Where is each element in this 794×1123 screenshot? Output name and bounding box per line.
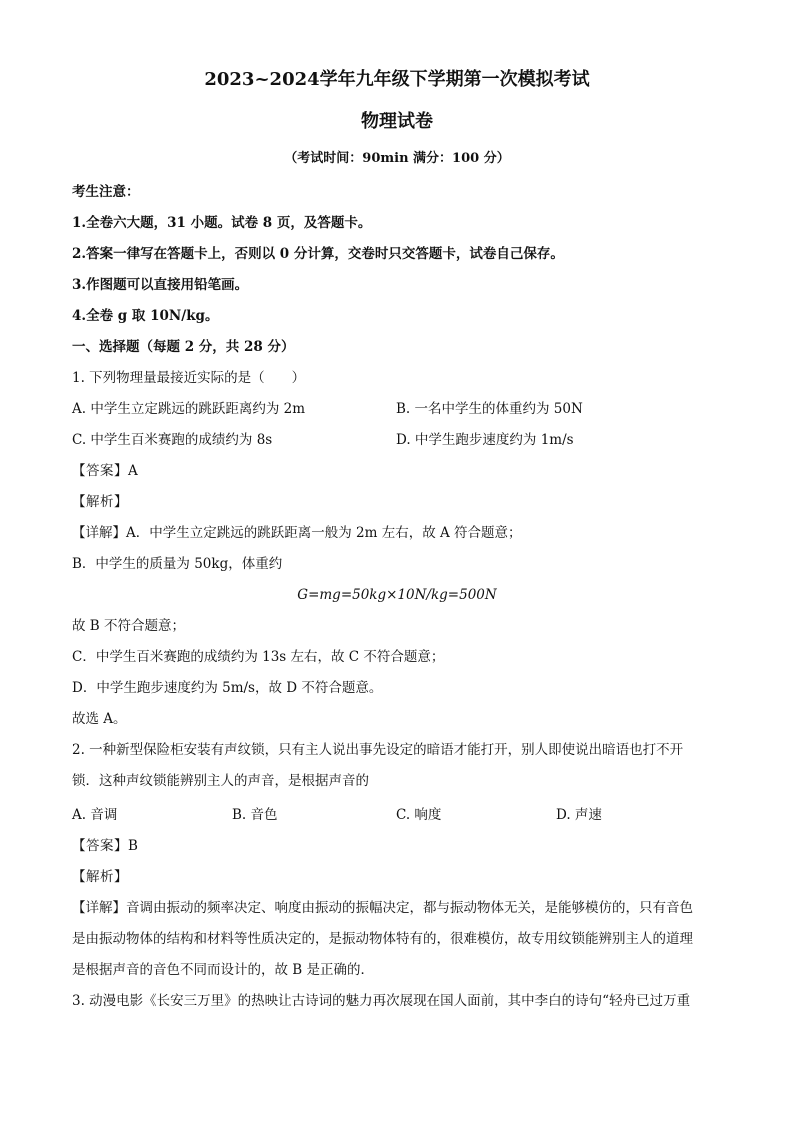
question-3-stem-line-1: 3. 动漫电影《长安三万里》的热映让古诗词的魅力再次展现在国人面前，其中李白的诗句“轻舟已过万重 bbox=[72, 993, 691, 1009]
question-2-stem-line-1: 2. 一种新型保险柜安装有声纹锁，只有主人说出事先设定的暗语才能打开，别人即使说出暗语也打不开 bbox=[72, 742, 684, 758]
question-2-detail-line: 【详解】音调由振动的频率决定、响度由振动的振幅决定，都与振动物体无关，是能够模仿的，只有音色 bbox=[72, 900, 693, 916]
question-1-conclusion: 故选 A。 bbox=[72, 711, 127, 727]
question-2-option-d: D. 声速 bbox=[556, 807, 602, 823]
question-1-detail-line: B．中学生的质量为 50kg，体重约 bbox=[72, 556, 283, 572]
question-1-formula: G=mg=50kg×10N/kg=500N bbox=[297, 587, 497, 603]
question-1-detail-line: D．中学生跑步速度约为 5m/s，故 D 不符合题意。 bbox=[72, 680, 383, 696]
notice-item-3: 3.作图题可以直接用铅笔画。 bbox=[72, 277, 249, 293]
question-1-option-b: B. 一名中学生的体重约为 50N bbox=[396, 401, 583, 417]
question-1-detail-line: 【详解】A．中学生立定跳远的跳跃距离一般为 2m 左右，故 A 符合题意； bbox=[72, 525, 522, 541]
question-1-option-d: D. 中学生跑步速度约为 1m/s bbox=[396, 432, 574, 448]
question-2-detail-line: 是由振动物体的结构和材料等性质决定的，是振动物体特有的，很难模仿，故专用纹锁能辨别主人的道理 bbox=[72, 931, 693, 947]
question-1-analysis-label: 【解析】 bbox=[72, 494, 128, 510]
question-2-detail-line: 是根据声音的音色不同而设计的，故 B 是正确的． bbox=[72, 962, 375, 978]
exam-title: 2023~2024学年九年级下学期第一次模拟考试 bbox=[204, 69, 590, 90]
question-1-option-a: A. 中学生立定跳远的跳跃距离约为 2m bbox=[72, 401, 306, 417]
notice-heading: 考生注意： bbox=[72, 184, 140, 200]
question-2-analysis-label: 【解析】 bbox=[72, 869, 128, 885]
exam-subject: 物理试卷 bbox=[361, 111, 433, 132]
notice-item-2: 2.答案一律写在答题卡上，否则以 0 分计算，交卷时只交答题卡，试卷自己保存。 bbox=[72, 246, 564, 262]
section-heading: 一、选择题（每题 2 分，共 28 分） bbox=[72, 339, 295, 355]
notice-item-1: 1.全卷六大题，31 小题。试卷 8 页，及答题卡。 bbox=[72, 215, 372, 231]
question-2-option-c: C. 响度 bbox=[396, 807, 442, 823]
question-1-answer: 【答案】A bbox=[72, 463, 139, 479]
question-1-detail-line: C．中学生百米赛跑的成绩约为 13s 左右，故 C 不符合题意； bbox=[72, 649, 445, 665]
notice-item-4: 4.全卷 g 取 10N/kg。 bbox=[72, 308, 219, 324]
question-1-detail-line: 故 B 不符合题意； bbox=[72, 618, 186, 634]
exam-info: （考试时间：90min 满分：100 分） bbox=[284, 151, 510, 166]
question-2-answer: 【答案】B bbox=[72, 838, 139, 854]
question-1-stem: 1. 下列物理量最接近实际的是（ ） bbox=[72, 370, 306, 386]
question-2-option-a: A. 音调 bbox=[72, 807, 118, 823]
question-2-option-b: B. 音色 bbox=[232, 807, 278, 823]
question-1-option-c: C. 中学生百米赛跑的成绩约为 8s bbox=[72, 432, 273, 448]
question-2-stem-line-2: 锁．这种声纹锁能辨别主人的声音，是根据声音的 bbox=[72, 773, 369, 789]
